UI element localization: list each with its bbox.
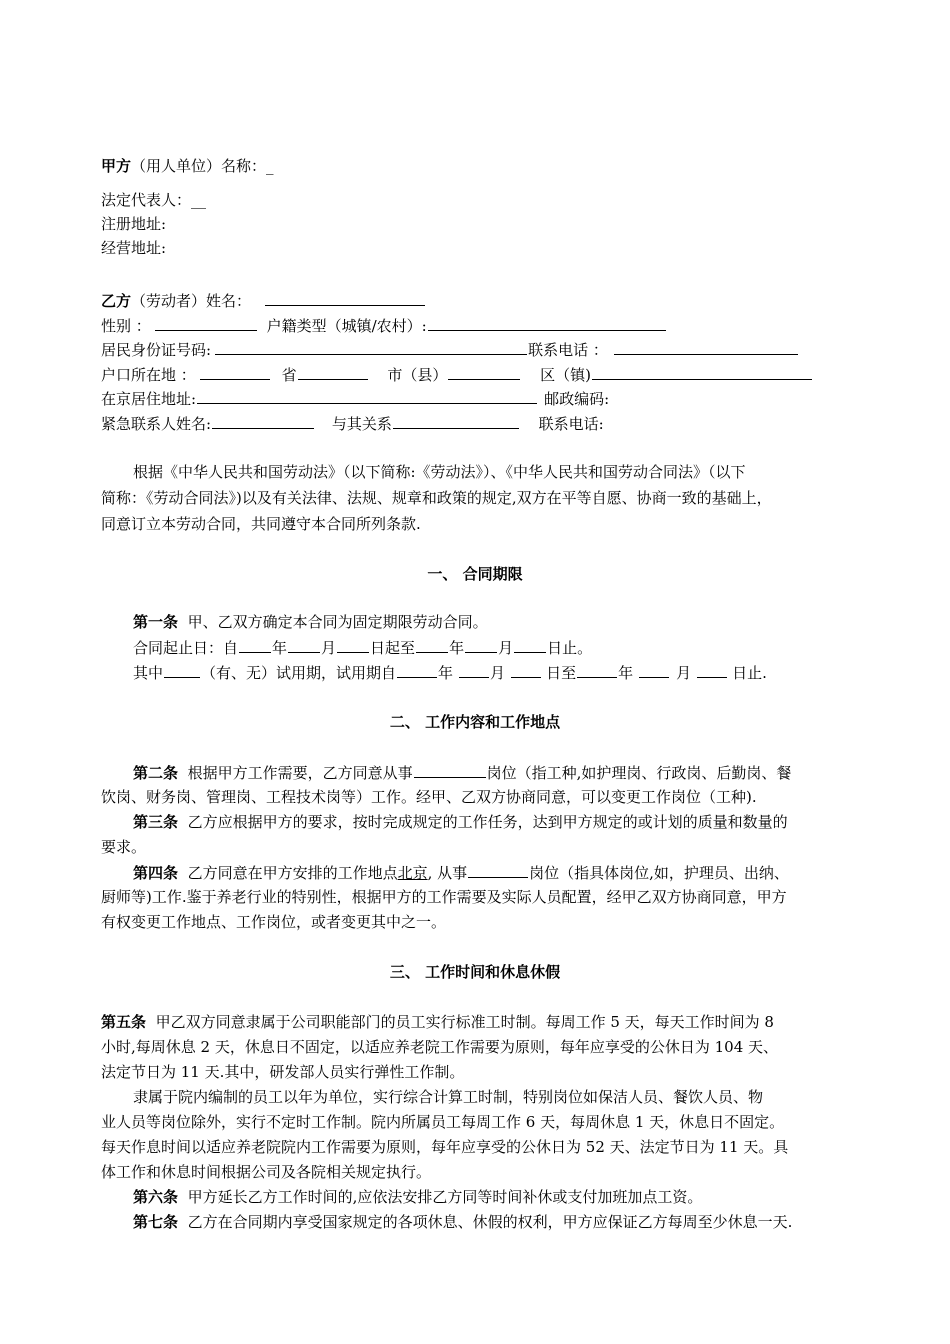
hukou-type-label: 户籍类型（城镇/农村）: [266,317,427,335]
article-5-label: 第五条 [101,1013,147,1031]
article-4-text-b: , 从事 [427,864,468,882]
article-3-label: 第三条 [133,813,179,831]
emergency-line [101,413,604,435]
party-b-name-blank [265,290,425,306]
party-a-name-label: （用人单位）名称： [131,157,267,175]
article-4-blank [468,862,528,878]
relation-label: 与其关系 [331,415,392,433]
article-5-p2-line-2: 业人员等岗位除外，实行不定时工作制。院内所属员工每周工作 6 天，每周休息 1 天，休息日不固定。 [101,1113,785,1131]
preamble-line-2: 简称：《劳动合同法》)以及有关法律、法规、规章和政策的规定,双方在平等自愿、协商一致的基础上， [101,489,772,507]
term-from: 日起至 [370,639,416,657]
phone-label: 联系电话 ： [528,341,608,359]
article-6-label: 第六条 [133,1188,179,1206]
article-4-line-3: 有权变更工作地点、工作岗位，或者变更其中之一。 [101,913,447,931]
article-2-line-2: 饮岗、财务岗、管理岗、工程技术岗等）工作。经甲、乙双方协商同意，可以变更工作岗位（工种). [101,788,757,806]
party-a-name-value: _ [266,157,274,175]
id-label: 居民身份证号码: [101,341,212,359]
section-2-title: 二、 工作内容和工作地点 [389,713,561,731]
relation-blank [393,413,519,429]
term-y2: 年 [449,639,465,657]
hukou-location-line [101,364,813,386]
district-blank [592,364,812,380]
prob-month-1 [459,662,489,678]
beijing-address-line [101,388,609,410]
article-1 [133,612,488,634]
article-5-line-2: 小时,每周休息 2 天，休息日不固定，以适应养老院工作需要为原则，每年应享受的公休日为 104 天、 [101,1038,779,1056]
gender-label: 性别 ： [101,317,151,335]
postcode-label: 邮政编码: [544,390,610,408]
emergency-name-blank [212,413,314,429]
article-2-label: 第二条 [133,764,179,782]
prob-blank [164,662,200,678]
preamble-line-3: 同意订立本劳动合同，共同遵守本合同所列条款. [101,515,421,533]
district-label: 区（镇) [540,366,592,384]
hukou-type-blank [428,315,666,331]
article-1-text: 甲、乙双方确定本合同为固定期限劳动合同。 [187,613,488,631]
gender-line [101,315,667,337]
article-4-text-c: 岗位（指具体岗位,如，护理员、出纳、 [529,864,789,882]
prob-m1: 月 [490,664,506,682]
beijing-addr-blank [197,388,537,404]
article-2-text-b: 岗位（指工种,如护理岗、行政岗、后勤岗、餐 [486,764,792,782]
prob-y1: 年 [438,664,454,682]
term-day-1 [337,637,369,653]
article-4-label: 第四条 [133,864,179,882]
city-blank [448,364,520,380]
prob-day-2 [697,662,727,678]
legal-rep-label: 法定代表人： [101,191,192,209]
emergency-name-label: 紧急联系人姓名: [101,415,212,433]
province-blank [298,364,368,380]
op-address-line [101,238,166,260]
term-m1: 月 [321,639,337,657]
probation-line [133,662,767,684]
party-b-name-label: （劳动者）姓名： [131,292,252,310]
article-7-text: 乙方在合同期内享受国家规定的各项休息、休假的权利，甲方应保证乙方每周至少休息一天. [187,1213,793,1231]
prob-year-2 [577,662,617,678]
article-5-text-1: 甲乙双方同意隶属于公司职能部门的员工实行标准工时制。每周工作 5 天，每天工作时间为 8 [155,1013,774,1031]
prob-month-2 [639,662,669,678]
hukou-loc-label: 户口所在地 ： [101,366,196,384]
term-month-1 [288,637,320,653]
term-day-2 [514,637,546,653]
prob-year-1 [397,662,437,678]
phone-blank [614,339,798,355]
article-5-line-3: 法定节日为 11 天.其中，研发部人员实行弹性工作制。 [101,1063,465,1081]
reg-address-line [101,214,166,236]
term-label: 合同起止日：自 [133,639,239,657]
prob-m2: 月 [676,664,692,682]
article-5-p2-line-1: 隶属于院内编制的员工以年为单位，实行综合计算工时制，特别岗位如保洁人员、餐饮人员、物 [133,1088,764,1106]
term-year-1 [239,637,271,653]
reg-address-label: 注册地址: [101,215,167,233]
article-3-line-2: 要求。 [101,838,147,856]
article-5-line-1 [101,1012,774,1034]
prob-day-1 [511,662,541,678]
preamble-line-1: 根据《中华人民共和国劳动法》（以下简称:《劳动法》）、《中华人民共和国劳动合同法》（以下 [133,463,746,481]
section-3-title: 三、 工作时间和休息休假 [389,963,561,981]
work-place-beijing: 北京 [397,864,428,882]
article-1-label: 第一条 [133,613,179,631]
prob-end: 日止. [732,664,767,682]
term-end: 日止。 [547,639,593,657]
hukou-blank-1 [200,364,270,380]
article-2-line-1 [133,762,791,784]
article-3-text: 乙方应根据甲方的要求，按时完成规定的工作任务，达到甲方规定的或计划的质量和数量的 [187,813,788,831]
prob-to: 日至 [546,664,577,682]
party-a-label: 甲方 [101,157,132,175]
section-1-title: 一、 合同期限 [427,565,523,583]
term-y1: 年 [272,639,288,657]
article-4-text-a: 乙方同意在甲方安排的工作地点 [187,864,398,882]
op-address-label: 经营地址: [101,239,167,257]
article-2-blank [414,762,486,778]
id-blank [215,339,527,355]
article-7-label: 第七条 [133,1213,179,1231]
party-a-name-line [101,156,274,178]
term-month-2 [465,637,497,653]
prob-prefix: 其中 [133,664,164,682]
contract-term-line [133,637,592,659]
city-label: 市（县） [387,366,448,384]
province-label: 省 [281,366,297,384]
prob-mid: （有、无）试用期，试用期自 [201,664,397,682]
article-3-line-1 [133,812,788,834]
term-m2: 月 [498,639,514,657]
legal-rep-value: __ [191,191,207,209]
emergency-phone-label: 联系电话: [538,415,604,433]
prob-y2: 年 [618,664,634,682]
article-5-p2-line-4: 体工作和休息时间根据公司及各院相关规定执行。 [101,1163,432,1181]
article-4-line-1 [133,862,789,884]
legal-rep-line [101,190,206,212]
article-6-text: 甲方延长乙方工作时间的,应依法安排乙方同等时间补休或支付加班加点工资。 [187,1188,703,1206]
article-2-text-a: 根据甲方工作需要，乙方同意从事 [187,764,413,782]
gender-blank [155,315,257,331]
id-line [101,339,799,361]
article-4-line-2: 厨师等)工作.鉴于养老行业的特别性，根据甲方的工作需要及实际人员配置，经甲乙双方协商同意，甲方 [101,888,787,906]
beijing-addr-label: 在京居住地址: [101,390,197,408]
article-6 [133,1187,702,1209]
party-b-label: 乙方 [101,292,132,310]
article-7 [133,1212,792,1234]
article-5-p2-line-3: 每天作息时间以适应养老院院内工作需要为原则，每年应享受的公休日为 52 天、法定节日为 11 天。具 [101,1138,789,1156]
party-b-name-line [101,290,426,312]
term-year-2 [416,637,448,653]
